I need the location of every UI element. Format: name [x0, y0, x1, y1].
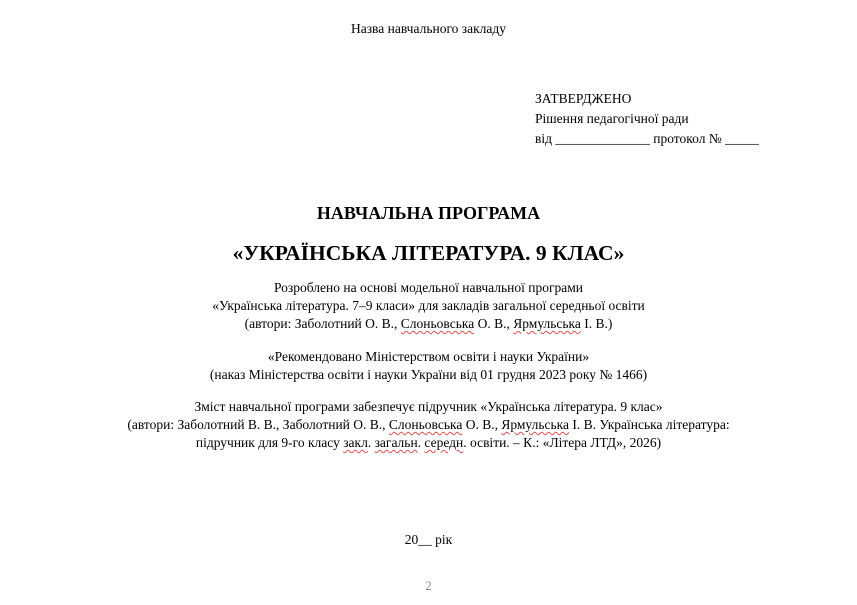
recommendation-line-2: (наказ Міністерства освіти і науки України від 01 грудня 2023 року № 1466) — [209, 367, 648, 382]
textbook-text: І. В. Українська література: — [568, 417, 730, 432]
protocol-label: протокол № — [653, 131, 722, 146]
approval-date-line — [535, 130, 759, 148]
spellcheck-word[interactable]: закл — [343, 435, 368, 450]
basis-authors-text: О. В., — [474, 316, 514, 331]
program-title: НАВЧАЛЬНА ПРОГРАМА — [316, 203, 541, 223]
spellcheck-word[interactable]: Ярмульська — [501, 417, 569, 432]
year-line: 20__ рік — [404, 532, 453, 547]
basis-line-1: Розроблено на основі модельної навчальної програми — [273, 280, 583, 295]
from-label: від — [535, 131, 552, 146]
spellcheck-word[interactable]: загальн — [374, 435, 418, 450]
recommendation-line-1: «Рекомендовано Міністерством освіти і науки України» — [267, 349, 590, 364]
spellcheck-word[interactable]: Слоньовська — [388, 417, 463, 432]
approval-heading: ЗАТВЕРДЖЕНО — [535, 91, 632, 106]
approval-decision: Рішення педагогічної ради — [535, 111, 689, 126]
textbook-authors-line — [0, 416, 857, 434]
protocol-blank: _____ — [725, 131, 759, 146]
basis-line-2: «Українська література. 7–9 класи» для закладів загальної середньої освіти — [212, 298, 645, 313]
textbook-text: О. В., — [462, 417, 502, 432]
textbook-text: . освіти. – К.: «Літера ЛТД», 2026) — [463, 435, 662, 450]
basis-authors-text: (автори: Заболотний О. В., — [244, 316, 401, 331]
spellcheck-word[interactable]: середн — [424, 435, 464, 450]
program-subject-title: «УКРАЇНСЬКА ЛІТЕРАТУРА. 9 КЛАС» — [232, 241, 625, 265]
textbook-publisher-line — [0, 434, 857, 452]
basis-authors-text: І. В.) — [580, 316, 613, 331]
institution-name: Назва навчального закладу — [350, 21, 507, 36]
textbook-text: . — [367, 435, 375, 450]
textbook-text: . — [417, 435, 425, 450]
spellcheck-word[interactable]: Слоньовська — [400, 316, 475, 331]
spellcheck-word[interactable]: Ярмульська — [513, 316, 581, 331]
date-blank: ______________ — [555, 131, 650, 146]
page-number: 2 — [425, 578, 432, 593]
textbook-line-1: Зміст навчальної програми забезпечує підручник «Українська література. 9 клас» — [194, 399, 663, 414]
textbook-text: підручник для 9-го класу — [195, 435, 344, 450]
textbook-text: (автори: Заболотний В. В., Заболотний О. В., — [127, 417, 389, 432]
basis-authors-line — [0, 315, 857, 333]
